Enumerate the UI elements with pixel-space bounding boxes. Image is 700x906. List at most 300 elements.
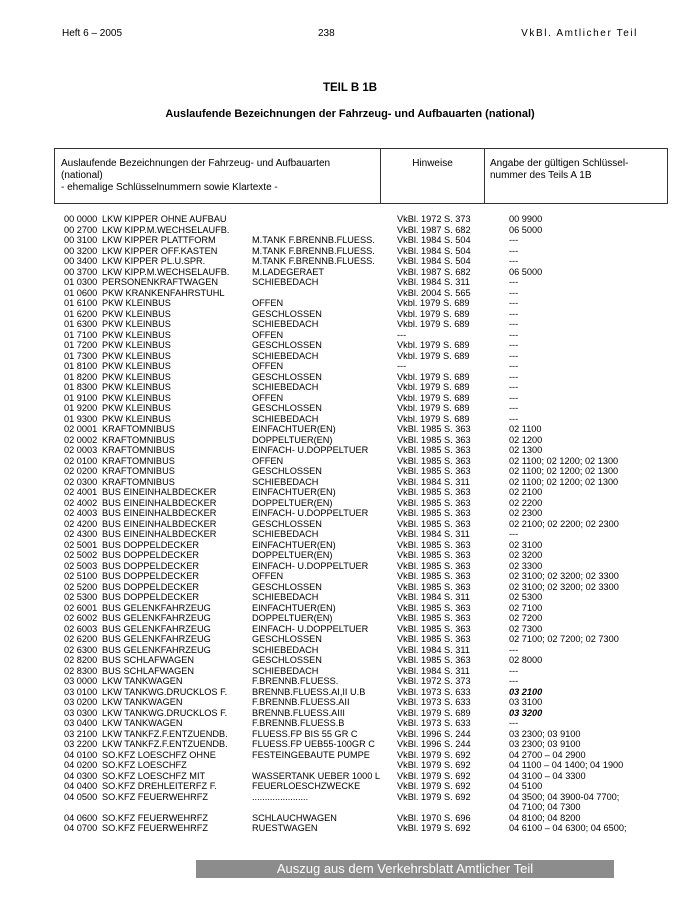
row-code: 02 8200 (64, 655, 98, 665)
header-col-hinweise (381, 149, 485, 203)
row-code: 02 5001 (64, 539, 98, 550)
row-valid-key: 06 5000 (509, 266, 543, 277)
row-code: 03 0100 (64, 686, 98, 697)
row-reference: VkBl. 1972 S. 373 (397, 214, 471, 224)
row-valid-key: --- (509, 298, 519, 308)
row-reference: VkBl. 1985 S. 363 (397, 560, 471, 571)
table-row (0, 277, 700, 288)
table-row (0, 288, 700, 299)
row-valid-key: --- (509, 350, 519, 361)
row-vehicle-name: KRAFTOMNIBUS (102, 476, 175, 487)
publication-label: VkBl. Amtlicher Teil (521, 28, 638, 39)
row-vehicle-name: SO.KFZ FEUERWEHRFZ (102, 791, 208, 802)
row-code: 00 3700 (64, 266, 98, 277)
row-code: 02 0003 (64, 445, 98, 455)
row-note: F.BRENNB.FLUESS. (252, 676, 339, 686)
row-code: 02 0200 (64, 466, 98, 476)
row-vehicle-name: BUS GELENKFAHRZEUG (102, 623, 211, 634)
table-row (0, 498, 700, 509)
row-reference: VkBl. 1985 S. 363 (397, 455, 471, 466)
header-col1-line: Auslaufende Bezeichnungen der Fahrzeug- und Aufbauarten (61, 158, 331, 169)
row-reference: VkBl. 1984 S. 311 (397, 277, 470, 287)
row-reference: VkBl. 1985 S. 363 (397, 550, 471, 560)
row-note: SCHIEBEDACH (252, 644, 319, 655)
row-valid-key: 02 7100 (509, 602, 543, 613)
table-row (0, 256, 700, 267)
table-row (0, 309, 700, 320)
row-reference: VkBl. 1985 S. 363 (397, 508, 471, 518)
row-code: 02 4200 (64, 518, 98, 529)
row-vehicle-name: BUS EINEINHALBDECKER (102, 518, 217, 529)
row-valid-key: --- (509, 287, 519, 298)
row-reference: VkBl. 1984 S. 311 (397, 644, 470, 655)
row-vehicle-name: KRAFTOMNIBUS (102, 434, 175, 445)
row-valid-key: --- (509, 644, 519, 655)
row-note: EINFACHTUER(EN) (252, 539, 336, 550)
row-note: GESCHLOSSEN (252, 518, 322, 529)
row-code: 02 6001 (64, 602, 98, 613)
row-code: 01 6300 (64, 319, 98, 329)
row-code: 01 9100 (64, 392, 98, 403)
row-note: EINFACHTUER(EN) (252, 424, 336, 434)
row-note: SCHIEBEDACH (252, 665, 319, 676)
row-vehicle-name: SO.KFZ LOESCHFZ OHNE (102, 749, 216, 760)
row-note: BRENNB.FLUESS.AIII (252, 707, 345, 718)
row-reference: VkBl. 1985 S. 363 (397, 497, 471, 508)
row-code: 04 0700 (64, 823, 98, 833)
row-note: GESCHLOSSEN (252, 403, 322, 413)
row-vehicle-name: SO.KFZ LOESCHFZ (102, 760, 187, 770)
table-row (0, 760, 700, 771)
row-valid-key: 02 7200 (509, 613, 543, 623)
row-vehicle-name: PKW KLEINBUS (102, 319, 171, 329)
table-row (0, 697, 700, 708)
row-note: OFFEN (252, 571, 284, 581)
row-code: 04 0400 (64, 781, 98, 791)
row-valid-key: 03 3200 (509, 707, 543, 718)
row-code: 03 2100 (64, 728, 98, 739)
row-reference: Vkbl. 1979 S. 689 (397, 382, 470, 392)
row-valid-key: 04 7100; 04 7300 (509, 802, 581, 812)
row-reference: VkBl. 1985 S. 363 (397, 487, 471, 497)
row-vehicle-name: BUS DOPPELDECKER (102, 550, 200, 560)
row-vehicle-name: PKW KLEINBUS (102, 308, 171, 319)
table-row (0, 550, 700, 561)
page-title: TEIL B 1B (322, 82, 378, 94)
row-valid-key: --- (509, 329, 519, 340)
row-valid-key: 02 1100; 02 1200; 02 1300 (509, 455, 619, 466)
row-vehicle-name: BUS GELENKFAHRZEUG (102, 644, 211, 655)
row-note: FEUERLOESCHZWECKE (252, 781, 361, 791)
row-valid-key: --- (509, 277, 519, 287)
row-note: OFFEN (252, 298, 284, 308)
row-vehicle-name: LKW KIPPER OFF.KASTEN (102, 245, 218, 256)
row-valid-key: 02 3100; 02 3200; 02 3300 (509, 571, 619, 581)
row-code: 02 6200 (64, 634, 98, 644)
row-vehicle-name: PKW KLEINBUS (102, 298, 171, 308)
row-code: 01 0300 (64, 277, 98, 287)
table-row (0, 466, 700, 477)
row-valid-key: --- (509, 319, 519, 329)
row-reference: VkBl. 1985 S. 363 (397, 466, 471, 476)
table-row (0, 246, 700, 257)
row-code: 00 3400 (64, 256, 98, 266)
row-code: 02 4300 (64, 529, 98, 539)
row-code: 02 6300 (64, 644, 98, 655)
row-valid-key: 03 2300; 03 9100 (509, 739, 581, 749)
row-valid-key: --- (509, 676, 519, 686)
row-code: 01 8300 (64, 382, 98, 392)
row-vehicle-name: PKW KLEINBUS (102, 371, 171, 382)
table-row (0, 802, 700, 813)
row-reference: VkBl. 1985 S. 363 (397, 623, 471, 634)
row-reference: VkBl. 1979 S. 692 (397, 760, 471, 770)
row-vehicle-name: BUS DOPPELDECKER (102, 571, 200, 581)
row-code: 00 3200 (64, 245, 98, 256)
row-valid-key: 02 5300 (509, 592, 543, 602)
row-note: GESCHLOSSEN (252, 340, 322, 350)
row-vehicle-name: LKW TANKWAGEN (102, 676, 183, 686)
row-note: SCHIEBEDACH (252, 277, 319, 287)
row-note: GESCHLOSSEN (252, 308, 322, 319)
row-vehicle-name: KRAFTOMNIBUS (102, 455, 175, 466)
row-vehicle-name: LKW KIPPER PLATTFORM (102, 235, 216, 245)
row-note: EINFACH- U.DOPPELTUER (252, 445, 369, 455)
table-row (0, 319, 700, 330)
row-reference: VkBl. 1985 S. 363 (397, 655, 471, 665)
row-code: 02 4003 (64, 508, 98, 518)
row-vehicle-name: PKW KRANKENFAHRSTUHL (102, 287, 225, 298)
row-valid-key: 04 2700 – 04 2900 (509, 749, 586, 760)
row-vehicle-name: LKW TANKWG.DRUCKLOS F. (102, 686, 228, 697)
row-valid-key: 02 2200 (509, 497, 543, 508)
row-reference: VkBl. 1973 S. 633 (397, 686, 471, 697)
row-valid-key: 04 1100 – 04 1400; 04 1900 (509, 760, 624, 770)
table-row (0, 382, 700, 393)
row-vehicle-name: BUS GELENKFAHRZEUG (102, 634, 211, 644)
row-code: 02 5003 (64, 560, 98, 571)
table-row (0, 823, 700, 834)
row-vehicle-name: BUS SCHLAFWAGEN (102, 655, 195, 665)
row-valid-key: 06 5000 (509, 224, 543, 235)
row-vehicle-name: BUS EINEINHALBDECKER (102, 529, 217, 539)
row-note: EINFACH- U.DOPPELTUER (252, 508, 369, 518)
row-vehicle-name: BUS DOPPELDECKER (102, 560, 200, 571)
table-row (0, 624, 700, 635)
row-reference: VkBl. 1984 S. 311 (397, 529, 470, 539)
table-row (0, 361, 700, 372)
row-code: 02 0001 (64, 424, 98, 434)
row-vehicle-name: PKW KLEINBUS (102, 403, 171, 413)
header-col3-line: nummer des Teils A 1B (490, 170, 592, 181)
row-reference: VkBl. 1979 S. 689 (397, 707, 471, 718)
table-row (0, 477, 700, 488)
row-valid-key: --- (509, 403, 519, 413)
row-reference: VkBl. 1985 S. 363 (397, 613, 471, 623)
row-note: FLUESS.FP BIS 55 GR C (252, 728, 358, 739)
row-code: 00 0000 (64, 214, 98, 224)
row-note: OFFEN (252, 392, 284, 403)
header-col2-line: Hinweise (412, 158, 453, 169)
row-valid-key: 02 3300 (509, 560, 543, 571)
row-code: 02 0002 (64, 434, 98, 445)
row-note: GESCHLOSSEN (252, 655, 322, 665)
table-row (0, 781, 700, 792)
row-reference: VkBl. 1987 S. 682 (397, 266, 471, 277)
row-note: M.LADEGERAET (252, 266, 324, 277)
row-vehicle-name: BUS EINEINHALBDECKER (102, 487, 217, 497)
row-valid-key: 02 3200 (509, 550, 543, 560)
row-code: 02 0100 (64, 455, 98, 466)
table-row (0, 351, 700, 362)
row-reference: VkBl. 1985 S. 363 (397, 539, 471, 550)
row-note: SCHLAUCHWAGEN (252, 812, 337, 823)
row-note: F.BRENNB.FLUESS.B (252, 718, 345, 728)
row-note: GESCHLOSSEN (252, 581, 322, 592)
header-col1-line: - ehemalige Schlüsselnummern sowie Klartexte - (61, 182, 278, 193)
row-code: 03 0200 (64, 697, 98, 707)
row-valid-key: --- (509, 235, 519, 245)
row-code: 01 7200 (64, 340, 98, 350)
row-vehicle-name: PKW KLEINBUS (102, 361, 171, 371)
row-reference: VkBl. 1985 S. 363 (397, 445, 471, 455)
table-row (0, 519, 700, 530)
row-note: SCHIEBEDACH (252, 413, 319, 424)
row-valid-key: 04 5100 (509, 781, 543, 791)
row-reference: VkBl. 1984 S. 311 (397, 665, 470, 676)
row-valid-key: 04 8100; 04 8200 (509, 812, 581, 823)
row-valid-key: 04 6100 – 04 6300; 04 6500; (509, 823, 627, 833)
row-code: 04 0300 (64, 770, 98, 781)
row-valid-key: 02 3100 (509, 539, 543, 550)
vehicle-code-list (0, 214, 700, 834)
table-row (0, 687, 700, 698)
row-reference: VkBl. 1979 S. 692 (397, 823, 471, 833)
row-vehicle-name: PKW KLEINBUS (102, 392, 171, 403)
table-row (0, 403, 700, 414)
row-reference: Vkbl. 1979 S. 689 (397, 298, 470, 308)
row-code: 04 0100 (64, 749, 98, 760)
table-row (0, 267, 700, 278)
row-valid-key: --- (509, 340, 519, 350)
row-reference: VkBl. 1979 S. 692 (397, 770, 471, 781)
row-code: 02 0300 (64, 476, 98, 487)
row-code: 02 8300 (64, 665, 98, 676)
table-row (0, 435, 700, 446)
row-reference: Vkbl. 1979 S. 689 (397, 413, 470, 424)
table-row (0, 456, 700, 467)
table-row (0, 529, 700, 540)
row-note: DOPPELTUER(EN) (252, 434, 333, 445)
row-reference: Vkbl. 1979 S. 689 (397, 350, 470, 361)
table-row (0, 771, 700, 782)
row-valid-key: 02 7300 (509, 623, 543, 634)
row-vehicle-name: PKW KLEINBUS (102, 340, 171, 350)
row-vehicle-name: LKW KIPPER PL.U.SPR. (102, 256, 206, 266)
table-row (0, 603, 700, 614)
row-vehicle-name: BUS DOPPELDECKER (102, 539, 200, 550)
row-code: 01 0600 (64, 287, 98, 298)
row-code: 01 6100 (64, 298, 98, 308)
table-row (0, 330, 700, 341)
row-reference: Vkbl. 1979 S. 689 (397, 319, 470, 329)
table-row (0, 666, 700, 677)
row-code: 03 0300 (64, 707, 98, 718)
row-code: 01 9200 (64, 403, 98, 413)
row-code: 02 5300 (64, 592, 98, 602)
row-valid-key: --- (509, 392, 519, 403)
row-note: FLUESS.FP UEB55-100GR C (252, 739, 375, 749)
row-valid-key: --- (509, 665, 519, 676)
table-row (0, 739, 700, 750)
table-row (0, 540, 700, 551)
table-row (0, 445, 700, 456)
row-note: EINFACHTUER(EN) (252, 487, 336, 497)
row-vehicle-name: PKW KLEINBUS (102, 382, 171, 392)
row-note: EINFACH- U.DOPPELTUER (252, 560, 369, 571)
row-code: 01 8100 (64, 361, 98, 371)
row-note: SCHIEBEDACH (252, 382, 319, 392)
row-vehicle-name: SO.KFZ FEUERWEHRFZ (102, 812, 208, 823)
row-valid-key: --- (509, 529, 519, 539)
header-col3-line: Angabe der gültigen Schlüssel- (490, 158, 629, 169)
row-code: 02 4002 (64, 497, 98, 508)
row-note: EINFACH- U.DOPPELTUER (252, 623, 369, 634)
row-note: SCHIEBEDACH (252, 476, 319, 487)
row-note: FESTEINGEBAUTE PUMPE (252, 749, 370, 760)
row-valid-key: --- (509, 413, 519, 424)
row-reference: VkBl. 1996 S. 244 (397, 739, 471, 749)
table-row (0, 561, 700, 572)
row-vehicle-name: LKW TANKFZ.F.ENTZUENDB. (102, 728, 228, 739)
page-subtitle: Auslaufende Bezeichnungen der Fahrzeug- und Aufbauarten (national) (165, 108, 535, 120)
footer-banner: Auszug aus dem Verkehrsblatt Amtlicher Teil (196, 860, 614, 878)
row-valid-key: 02 3100; 02 3200; 02 3300 (509, 581, 619, 592)
row-valid-key: 02 2100; 02 2200; 02 2300 (509, 518, 619, 529)
row-reference: VkBl. 1987 S. 682 (397, 224, 471, 235)
row-reference: VkBl. 1973 S. 633 (397, 697, 471, 707)
row-valid-key: 02 1100 (509, 424, 542, 434)
row-vehicle-name: PERSONENKRAFTWAGEN (102, 277, 219, 287)
row-note: EINFACHTUER(EN) (252, 602, 336, 613)
row-reference: VkBl. 1979 S. 692 (397, 791, 471, 802)
row-vehicle-name: LKW KIPP.M.WECHSELAUFB. (102, 266, 230, 277)
row-code: 01 8200 (64, 371, 98, 382)
row-vehicle-name: BUS GELENKFAHRZEUG (102, 613, 211, 623)
table-row (0, 487, 700, 498)
row-vehicle-name: BUS DOPPELDECKER (102, 592, 200, 602)
row-reference: VkBl. 1984 S. 504 (397, 256, 471, 266)
table-row (0, 708, 700, 719)
table-row (0, 571, 700, 582)
header-col-keynumber (485, 149, 667, 203)
table-header-box (54, 148, 668, 204)
row-vehicle-name: KRAFTOMNIBUS (102, 424, 175, 434)
row-vehicle-name: BUS EINEINHALBDECKER (102, 497, 217, 508)
row-note: WASSERTANK UEBER 1000 L (252, 770, 380, 781)
row-reference: VkBl. 1985 S. 363 (397, 581, 471, 592)
row-valid-key: 03 2300; 03 9100 (509, 728, 581, 739)
row-reference: VkBl. 1984 S. 504 (397, 235, 471, 245)
row-note: M.TANK F.BRENNB.FLUESS. (252, 245, 375, 256)
row-reference: Vkbl. 1979 S. 689 (397, 308, 470, 319)
row-code: 01 6200 (64, 308, 98, 319)
table-row (0, 792, 700, 803)
row-valid-key: 02 2300 (509, 508, 543, 518)
table-row (0, 729, 700, 740)
row-reference: VkBl. 1985 S. 363 (397, 634, 471, 644)
row-code: 02 5100 (64, 571, 98, 581)
row-note: DOPPELTUER(EN) (252, 613, 333, 623)
row-note: F.BRENNB.FLUESS.AII (252, 697, 350, 707)
row-note: DOPPELTUER(EN) (252, 550, 333, 560)
row-reference: --- (397, 329, 407, 340)
row-code: 00 2700 (64, 224, 98, 235)
row-vehicle-name: LKW TANKWAGEN (102, 718, 183, 728)
row-valid-key: --- (509, 371, 519, 382)
row-reference: VkBl. 1996 S. 244 (397, 728, 471, 739)
row-note: GESCHLOSSEN (252, 466, 322, 476)
row-reference: VkBl. 1985 S. 363 (397, 518, 471, 529)
row-vehicle-name: SO.KFZ LOESCHFZ MIT (102, 770, 206, 781)
row-reference: VkBl. 1973 S. 633 (397, 718, 471, 728)
row-note: DOPPELTUER(EN) (252, 497, 333, 508)
row-valid-key: 02 1100; 02 1200; 02 1300 (509, 476, 619, 487)
row-valid-key: --- (509, 308, 519, 319)
table-row (0, 298, 700, 309)
row-note: M.TANK F.BRENNB.FLUESS. (252, 256, 375, 266)
row-reference: VkBl. 1972 S. 373 (397, 676, 471, 686)
row-reference: VkBl. 1985 S. 363 (397, 571, 471, 581)
table-row (0, 393, 700, 404)
row-reference: VkBl. 1970 S. 696 (397, 812, 471, 823)
table-row (0, 582, 700, 593)
row-code: 02 5200 (64, 581, 98, 592)
table-row (0, 372, 700, 383)
row-note: OFFEN (252, 361, 284, 371)
row-code: 02 6003 (64, 623, 98, 634)
row-valid-key: 02 1200 (509, 434, 543, 445)
header-col1-line: (national) (61, 170, 103, 181)
page-number: 238 (318, 28, 335, 39)
row-vehicle-name: LKW TANKWG.DRUCKLOS F. (102, 707, 228, 718)
row-code: 01 7100 (64, 329, 98, 340)
row-vehicle-name: LKW TANKFZ.F.ENTZUENDB. (102, 739, 228, 749)
row-note: GESCHLOSSEN (252, 634, 322, 644)
table-row (0, 645, 700, 656)
row-code: 03 2200 (64, 739, 98, 749)
row-code: 02 6002 (64, 613, 98, 623)
row-note: SCHIEBEDACH (252, 529, 319, 539)
row-reference: Vkbl. 1979 S. 689 (397, 371, 470, 382)
row-code: 01 7300 (64, 350, 98, 361)
row-reference: VkBl. 1984 S. 311 (397, 476, 470, 487)
row-vehicle-name: SO.KFZ DREHLEITERFZ F. (102, 781, 217, 791)
table-row (0, 613, 700, 624)
table-row (0, 340, 700, 351)
row-vehicle-name: KRAFTOMNIBUS (102, 445, 175, 455)
table-row (0, 718, 700, 729)
table-row (0, 414, 700, 425)
row-valid-key: --- (509, 256, 519, 266)
row-note: SCHIEBEDACH (252, 350, 319, 361)
row-reference: --- (397, 361, 407, 371)
table-row (0, 655, 700, 666)
table-row (0, 813, 700, 824)
row-reference: VkBl. 1984 S. 504 (397, 245, 471, 256)
row-valid-key: 02 2100 (509, 487, 543, 497)
row-vehicle-name: BUS EINEINHALBDECKER (102, 508, 217, 518)
